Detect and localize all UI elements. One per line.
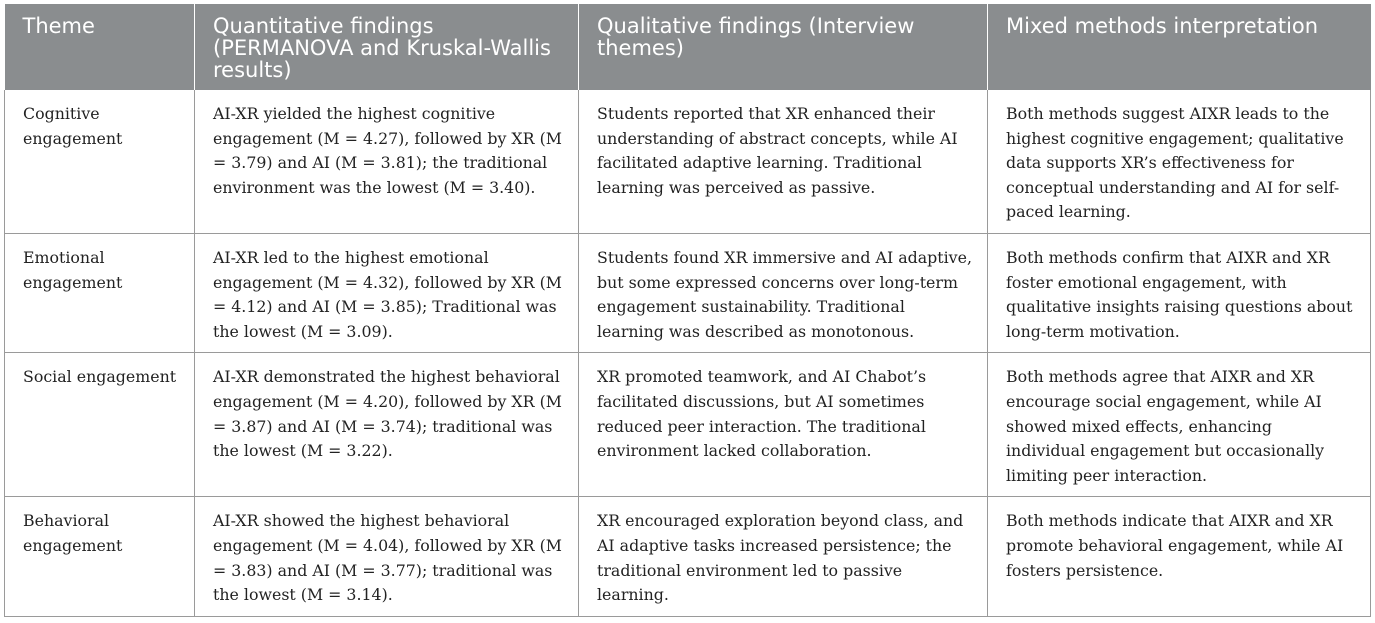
quantitative-cell (195, 233, 579, 352)
theme-cell (5, 90, 195, 233)
quantitative-cell (195, 90, 579, 233)
mixed-text: Both methods agree that AIXR and XR encourage social engagement, while AI showed mixed effects, enhancing individual engagement but occasionally limiting peer interaction. (1006, 367, 1325, 485)
header-row (5, 4, 1371, 90)
quantitative-text: AI-XR led to the highest emotional engagement (M = 4.32), followed by XR (M = 4.12) and AI (M = 3.85); Traditional was the lowest (M = 3.09). (213, 247, 562, 341)
mixed-cell (988, 497, 1371, 616)
qualitative-cell (579, 90, 988, 233)
table-row (5, 497, 1371, 616)
mixed-text: Both methods indicate that AIXR and XR promote behavioral engagement, while AI fosters persistence. (1006, 511, 1344, 580)
table-row (5, 353, 1371, 497)
table-header (5, 4, 1371, 90)
table-row (5, 90, 1371, 233)
theme-cell (5, 497, 195, 616)
mixed-cell (988, 353, 1371, 497)
header-theme: Theme (5, 4, 195, 90)
qualitative-cell (579, 497, 988, 616)
qualitative-text: XR promoted teamwork, and AI Chabot’s facilitated discussions, but AI sometimes reduced peer interaction. The traditional environment lacked collaboration. (597, 367, 927, 461)
quantitative-text: AI-XR yielded the highest cognitive engagement (M = 4.27), followed by XR (M = 3.79) and AI (M = 3.81); the traditional environment was the lowest (M = 3.40). (213, 104, 562, 197)
qualitative-text: Students found XR immersive and AI adaptive, but some expressed concerns over long-term engagement sustainability. Traditional learning was described as monotonous. (597, 247, 972, 341)
qualitative-cell (579, 233, 988, 352)
header-mixed: Mixed methods interpretation (988, 4, 1371, 90)
mixed-text: Both methods confirm that AIXR and XR foster emotional engagement, with qualitative insights raising questions about long-term motivation. (1006, 247, 1353, 341)
theme-cell (5, 353, 195, 497)
mixed-text: Both methods suggest AIXR leads to the highest cognitive engagement; qualitative data supports XR’s effectiveness for conceptual understanding and AI for self-paced learning. (1006, 104, 1344, 222)
theme-text: Behavioral engagement (23, 511, 123, 555)
quantitative-cell (195, 353, 579, 497)
qualitative-text: Students reported that XR enhanced their understanding of abstract concepts, while AI facilitated adaptive learning. Traditional learning was perceived as passive. (597, 104, 958, 197)
theme-text: Social engagement (23, 367, 177, 387)
quantitative-text: AI-XR showed the highest behavioral engagement (M = 4.04), followed by XR (M = 3.83) and AI (M = 3.77); traditional was the lowest (M = 3.14). (213, 511, 562, 605)
quantitative-cell (195, 497, 579, 616)
qualitative-cell (579, 353, 988, 497)
header-qualitative: Qualitative findings (Interview themes) (579, 4, 988, 90)
header-quantitative: Quantitative findings (PERMANOVA and Kruskal-Wallis results) (195, 4, 579, 90)
theme-text: Emotional engagement (23, 247, 123, 292)
mixed-cell (988, 233, 1371, 352)
quantitative-text: AI-XR demonstrated the highest behavioral engagement (M = 4.20), followed by XR (M = 3.87) and AI (M = 3.74); traditional was the lowest (M = 3.22). (213, 367, 562, 461)
findings-table (4, 4, 1371, 617)
mixed-cell (988, 90, 1371, 233)
theme-cell (5, 233, 195, 352)
table-row (5, 233, 1371, 352)
theme-text: Cognitive engagement (23, 104, 123, 148)
table-body (5, 90, 1371, 616)
qualitative-text: XR encouraged exploration beyond class, and AI adaptive tasks increased persistence; the traditional environment led to passive learning. (597, 511, 964, 605)
